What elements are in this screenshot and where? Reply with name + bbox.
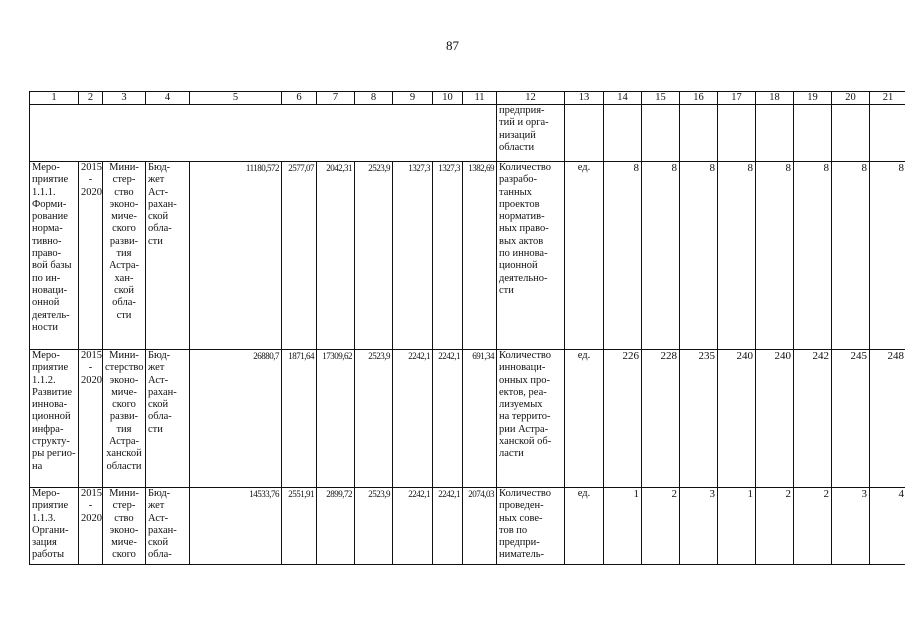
header-cell: 8 [355,92,393,105]
table-row [30,350,905,488]
funding-amount: 2899,72 [317,488,355,565]
continuation-blank-cell [756,105,794,162]
funding-amount: 11180,572 [190,162,282,350]
period: 2015 - 2020 [79,350,103,488]
funding-source: Бюд- жет Аст- рахан- ской обла- сти [146,350,190,488]
program-table [29,91,905,565]
header-cell: 15 [642,92,680,105]
funding-source: Бюд- жет Аст- рахан- ской обла- [146,488,190,565]
funding-amount: 14533,76 [190,488,282,565]
continuation-blank-cell [794,105,832,162]
continuation-blank-cell [680,105,718,162]
header-cell: 13 [565,92,604,105]
funding-amount: 2551,91 [282,488,317,565]
funding-amount: 2242,1 [393,350,433,488]
measure-name: Меро- приятие 1.1.1. Форми- рование норма- тивно- право- вой базы по ин- новаци- онной деятель- ности [30,162,79,350]
indicator-value: 2 [642,488,680,565]
funding-amount: 2074,03 [463,488,497,565]
continuation-row [30,105,905,162]
funding-amount: 1327,3 [433,162,463,350]
page-number: 87 [446,38,459,53]
indicator-value: 8 [756,162,794,350]
funding-amount: 2523,9 [355,350,393,488]
indicator-value: 3 [832,488,870,565]
executor: Мини- стер- ство эконо- миче- ского [103,488,146,565]
period: 2015 - 2020 [79,162,103,350]
indicator-value: 240 [718,350,756,488]
funding-amount: 691,34 [463,350,497,488]
continuation-blank-cell [832,105,870,162]
indicator-value: 8 [870,162,905,350]
indicator-value: 8 [642,162,680,350]
header-cell: 6 [282,92,317,105]
header-cell: 9 [393,92,433,105]
funding-amount: 2242,1 [433,350,463,488]
header-cell: 18 [756,92,794,105]
unit: ед. [565,162,604,350]
header-cell: 1 [30,92,79,105]
continuation-blank-cell [604,105,642,162]
indicator-name: Количество проведен- ных сове- тов по предпри- ниматель- [497,488,565,565]
indicator-value: 240 [756,350,794,488]
header-cell: 19 [794,92,832,105]
header-cell: 20 [832,92,870,105]
unit: ед. [565,350,604,488]
indicator-value: 8 [604,162,642,350]
funding-amount: 2523,9 [355,488,393,565]
header-cell: 10 [433,92,463,105]
funding-amount: 2242,1 [393,488,433,565]
header-cell: 5 [190,92,282,105]
indicator-value: 245 [832,350,870,488]
funding-amount: 26880,7 [190,350,282,488]
table-row [30,162,905,350]
table-body [30,92,905,565]
indicator-value: 226 [604,350,642,488]
executor: Мини- стер- ство эконо- миче- ского разви- тия Астра- хан- ской обла- сти [103,162,146,350]
indicator-value: 4 [870,488,905,565]
indicator-value: 2 [794,488,832,565]
indicator-value: 1 [718,488,756,565]
executor: Мини- стерство эконо- миче- ского разви- тия Астра- ханской области [103,350,146,488]
indicator-value: 8 [794,162,832,350]
funding-amount: 2577,07 [282,162,317,350]
funding-amount: 1382,69 [463,162,497,350]
indicator-value: 8 [718,162,756,350]
header-cell: 12 [497,92,565,105]
indicator-name: Количество разрабо- танных проектов норматив- ных право- вых актов по иннова- ционной деятельно- сти [497,162,565,350]
table-row [30,488,905,565]
funding-amount: 2242,1 [433,488,463,565]
header-cell: 2 [79,92,103,105]
indicator-value: 242 [794,350,832,488]
indicator-value: 2 [756,488,794,565]
indicator-value: 235 [680,350,718,488]
funding-amount: 2523,9 [355,162,393,350]
continuation-blank-cell [718,105,756,162]
header-cell: 17 [718,92,756,105]
header-cell: 4 [146,92,190,105]
header-cell: 21 [870,92,905,105]
indicator-value: 8 [680,162,718,350]
indicator-value: 1 [604,488,642,565]
continuation-blank-cell [642,105,680,162]
continuation-blank-cell [565,105,604,162]
funding-amount: 1327,3 [393,162,433,350]
funding-amount: 2042,31 [317,162,355,350]
funding-source: Бюд- жет Аст- рахан- ской обла- сти [146,162,190,350]
header-cell: 14 [604,92,642,105]
header-cell: 3 [103,92,146,105]
indicator-value: 8 [832,162,870,350]
measure-name: Меро- приятие 1.1.2. Развитие иннова- ционной инфра- структу- ры регио- на [30,350,79,488]
period: 2015 - 2020 [79,488,103,565]
funding-amount: 1871,64 [282,350,317,488]
indicator-name: Количество инноваци- онных про- ектов, реа- лизуемых на террито- рии Астра- ханской об- ласти [497,350,565,488]
indicator-value: 248 [870,350,905,488]
header-row [30,92,905,105]
header-cell: 11 [463,92,497,105]
continuation-indicator: предприя- тий и орга- низаций области [497,105,565,162]
continuation-blank [30,105,497,162]
indicator-value: 228 [642,350,680,488]
indicator-value: 3 [680,488,718,565]
funding-amount: 17309,62 [317,350,355,488]
continuation-blank-cell [870,105,905,162]
measure-name: Меро- приятие 1.1.3. Органи- зация работы [30,488,79,565]
unit: ед. [565,488,604,565]
header-cell: 7 [317,92,355,105]
header-cell: 16 [680,92,718,105]
